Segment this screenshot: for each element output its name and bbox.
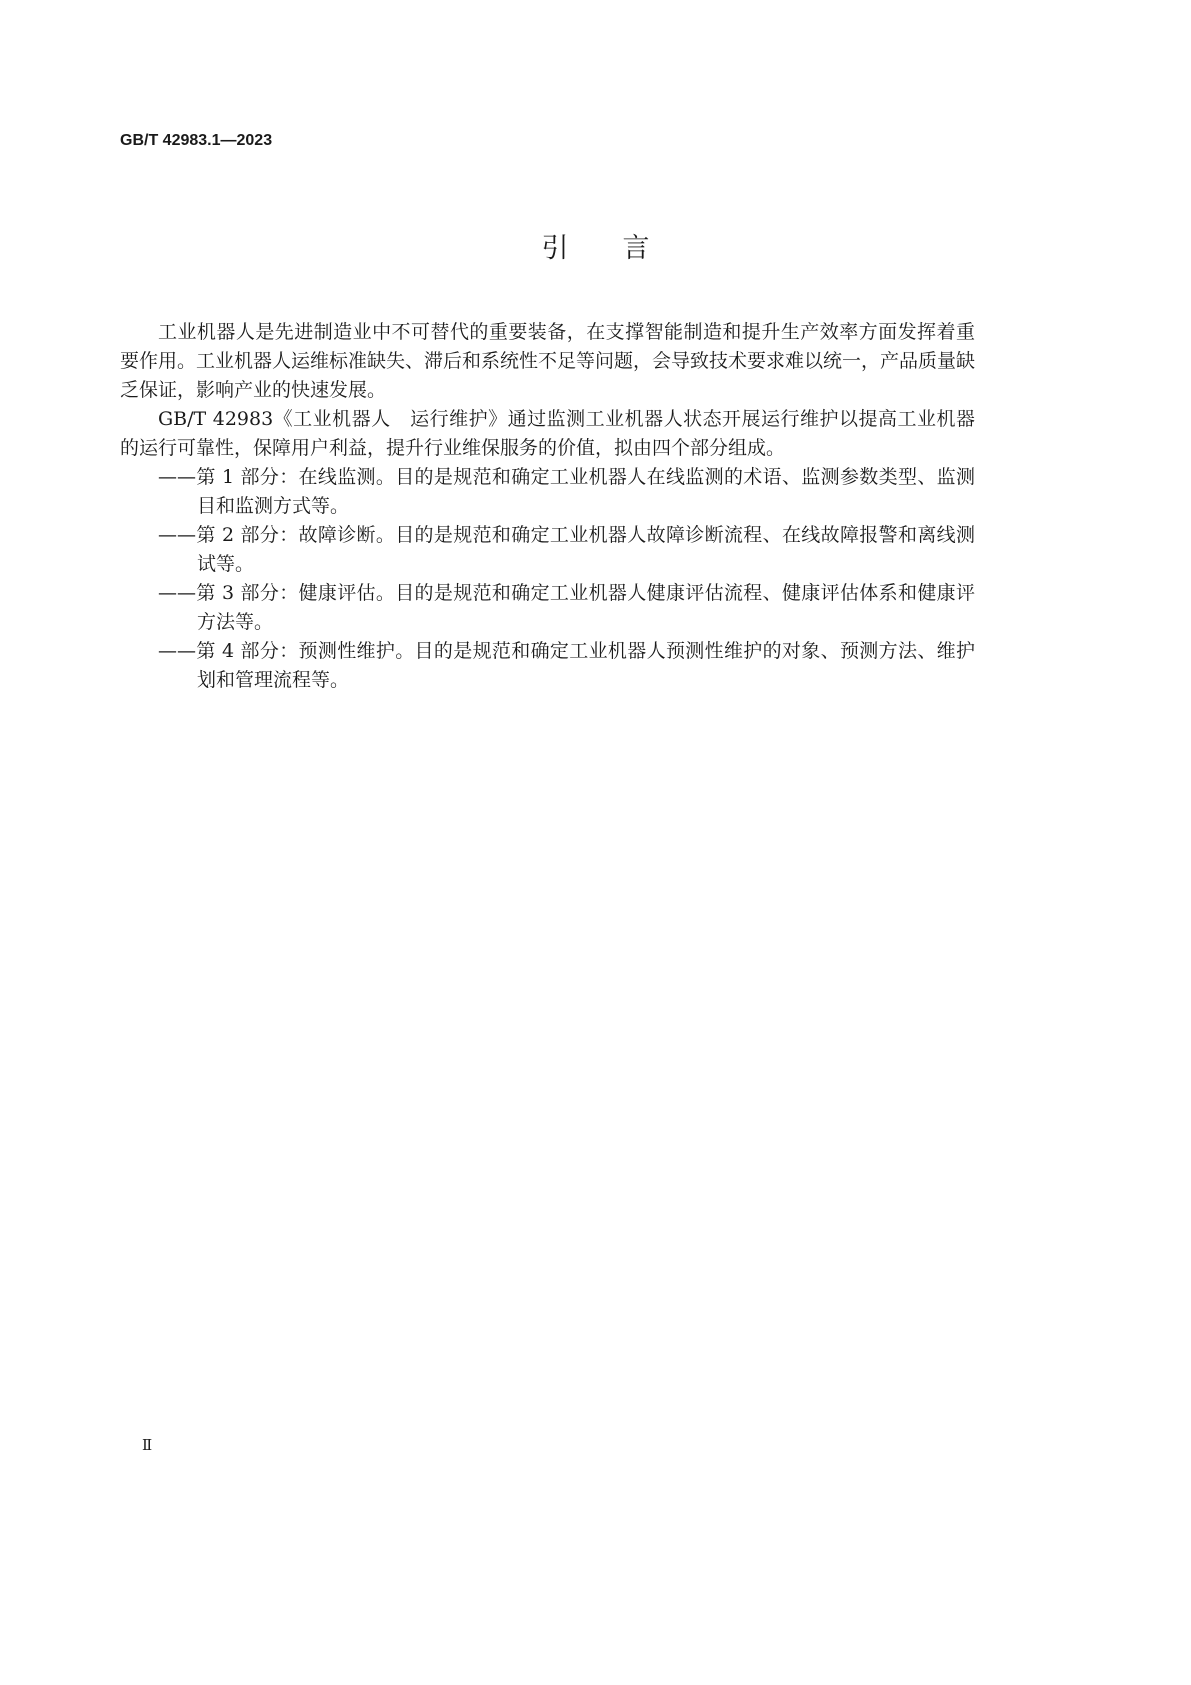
- list-item-line: ——第 1 部分：在线监测。目的是规范和确定工业机器人在线监测的术语、监测参数类型、监测: [158, 466, 975, 488]
- paragraph-line: 要作用。工业机器人运维标准缺失、滞后和系统性不足等问题，会导致技术要求难以统一，产品质量缺: [120, 350, 975, 372]
- list-item-line: ——第 2 部分：故障诊断。目的是规范和确定工业机器人故障诊断流程、在线故障报警和离线测: [158, 524, 975, 546]
- title-char: 言: [622, 233, 650, 264]
- page-number: Ⅱ: [142, 1436, 153, 1454]
- standard-number-header: GB/T 42983.1—2023: [120, 132, 273, 149]
- list-item-line: ——第 3 部分：健康评估。目的是规范和确定工业机器人健康评估流程、健康评估体系和健康评: [158, 582, 975, 604]
- paragraph-line: 乏保证，影响产业的快速发展。: [120, 379, 387, 401]
- paragraph-line: GB/T 42983《工业机器人 运行维护》通过监测工业机器人状态开展运行维护以提高工业机器: [158, 408, 975, 430]
- list-item-line: 方法等。: [197, 611, 274, 633]
- page-title: [0, 226, 1191, 265]
- title-char: 引: [541, 233, 569, 264]
- list-item-line: 试等。: [197, 553, 255, 575]
- introduction-body: [120, 318, 975, 695]
- list-item-line: 目和监测方式等。: [197, 495, 350, 517]
- list-item-line: 划和管理流程等。: [197, 669, 350, 691]
- list-item-line: ——第 4 部分：预测性维护。目的是规范和确定工业机器人预测性维护的对象、预测方法、维护: [158, 640, 975, 662]
- paragraph-line: 工业机器人是先进制造业中不可替代的重要装备，在支撑智能制造和提升生产效率方面发挥着重: [158, 321, 975, 343]
- paragraph-line: 的运行可靠性，保障用户利益，提升行业维保服务的价值，拟由四个部分组成。: [120, 437, 786, 459]
